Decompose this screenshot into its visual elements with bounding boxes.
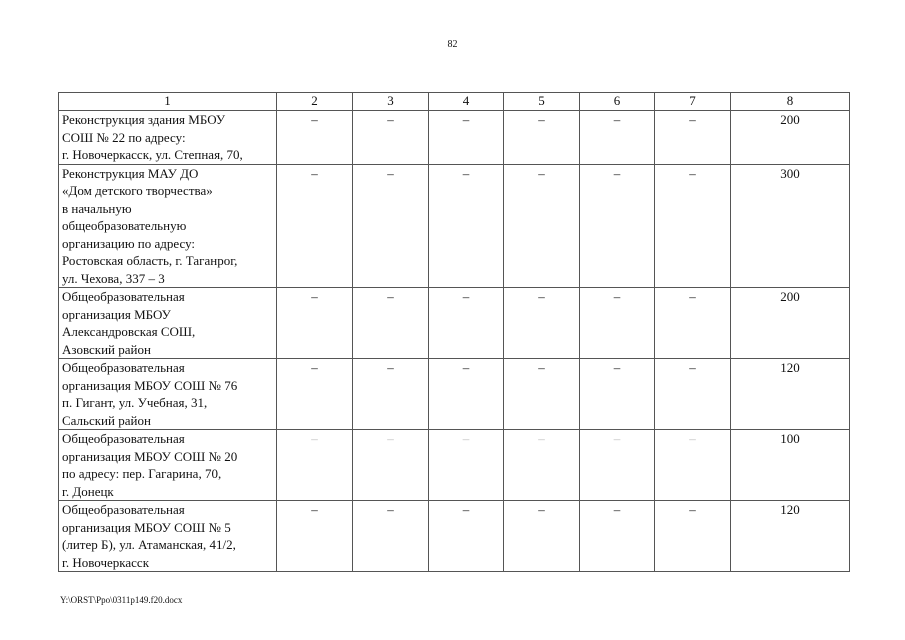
table-cell: – — [580, 111, 655, 165]
footer-file-path: Y:\ORST\Ppo\0311p149.f20.docx — [60, 595, 183, 605]
column-header: 4 — [429, 93, 504, 111]
value-cell: 120 — [731, 501, 850, 572]
table-cell: – — [429, 430, 504, 501]
table-cell: – — [429, 501, 504, 572]
table-cell: – — [429, 359, 504, 430]
table-cell: – — [504, 501, 580, 572]
table-cell: – — [353, 430, 429, 501]
table-row — [59, 111, 850, 165]
table-cell: – — [277, 501, 353, 572]
table-cell: – — [580, 359, 655, 430]
table-cell: – — [277, 430, 353, 501]
data-table — [58, 92, 850, 572]
value-cell: 200 — [731, 111, 850, 165]
table-cell: – — [655, 164, 731, 288]
table-cell: – — [504, 359, 580, 430]
table-header-row — [59, 93, 850, 111]
column-header: 5 — [504, 93, 580, 111]
table-cell: – — [353, 359, 429, 430]
table-cell: – — [580, 430, 655, 501]
column-header: 7 — [655, 93, 731, 111]
object-name-cell: Общеобразовательная организация МБОУ Александровская СОШ, Азовский район — [59, 288, 277, 359]
object-name-cell: Общеобразовательная организация МБОУ СОШ № 76 п. Гигант, ул. Учебная, 31, Сальский район — [59, 359, 277, 430]
column-header: 6 — [580, 93, 655, 111]
value-cell: 200 — [731, 288, 850, 359]
table-cell: – — [353, 501, 429, 572]
table-row — [59, 288, 850, 359]
object-name-cell: Реконструкция МАУ ДО «Дом детского творчества» в начальную общеобразовательную организацию по адресу: Ростовская область, г. Таганрог, ул. Чехова, 337 – 3 — [59, 164, 277, 288]
table-row — [59, 359, 850, 430]
table-cell: – — [504, 288, 580, 359]
object-name-cell: Общеобразовательная организация МБОУ СОШ № 20 по адресу: пер. Гагарина, 70, г. Донецк — [59, 430, 277, 501]
page-number: 82 — [447, 39, 458, 50]
table-row — [59, 164, 850, 288]
table-cell: – — [504, 111, 580, 165]
table-cell: – — [655, 359, 731, 430]
table-cell: – — [580, 501, 655, 572]
table-cell: – — [277, 164, 353, 288]
table-cell: – — [353, 111, 429, 165]
table-cell: – — [277, 111, 353, 165]
table-cell: – — [353, 164, 429, 288]
table-row — [59, 430, 850, 501]
table-cell: – — [580, 164, 655, 288]
table-cell: – — [504, 430, 580, 501]
table-cell: – — [277, 359, 353, 430]
table-cell: – — [429, 111, 504, 165]
table-cell: – — [429, 164, 504, 288]
value-cell: 100 — [731, 430, 850, 501]
column-header: 3 — [353, 93, 429, 111]
table-cell: – — [655, 430, 731, 501]
table-cell: – — [655, 111, 731, 165]
table-row — [59, 501, 850, 572]
column-header: 1 — [59, 93, 277, 111]
table-cell: – — [277, 288, 353, 359]
table-cell: – — [655, 288, 731, 359]
object-name-cell: Реконструкция здания МБОУ СОШ № 22 по адресу: г. Новочеркасск, ул. Степная, 70, — [59, 111, 277, 165]
object-name-cell: Общеобразовательная организация МБОУ СОШ № 5 (литер Б), ул. Атаманская, 41/2, г. Новочеркасск — [59, 501, 277, 572]
table-cell: – — [580, 288, 655, 359]
table-cell: – — [429, 288, 504, 359]
value-cell: 300 — [731, 164, 850, 288]
table-cell: – — [655, 501, 731, 572]
table-cell: – — [353, 288, 429, 359]
table-cell: – — [504, 164, 580, 288]
value-cell: 120 — [731, 359, 850, 430]
column-header: 2 — [277, 93, 353, 111]
column-header: 8 — [731, 93, 850, 111]
